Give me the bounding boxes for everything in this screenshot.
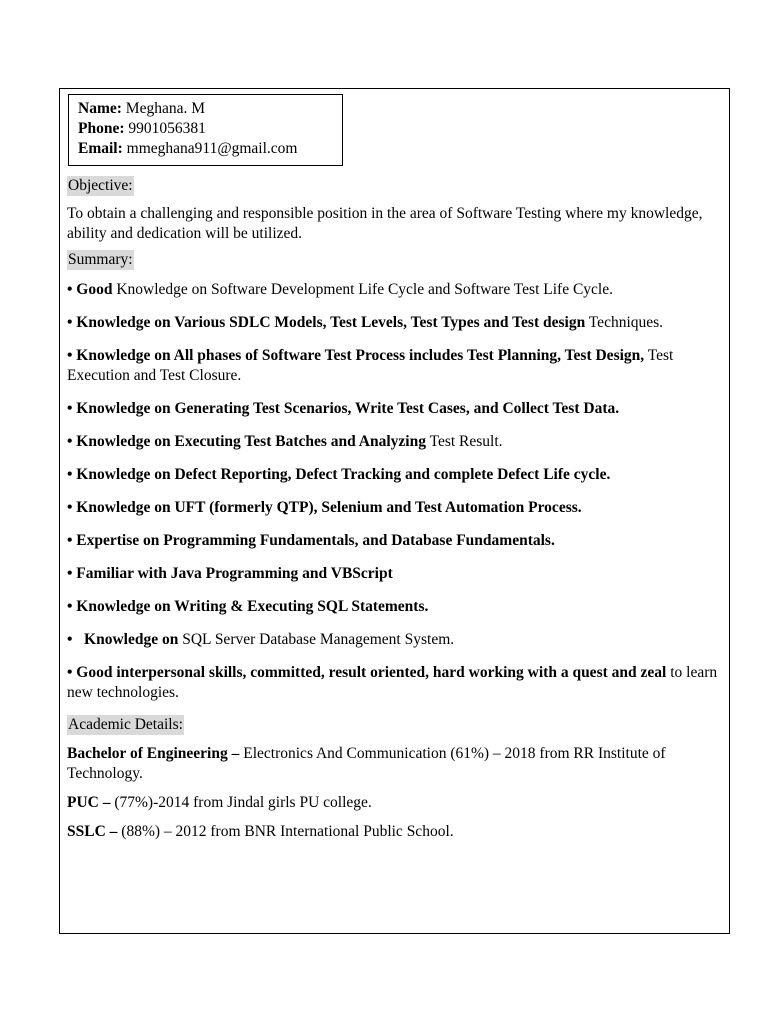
summary-item bbox=[67, 399, 727, 419]
academic-detail: (88%) – 2012 from BNR International Public School. bbox=[117, 823, 454, 840]
resume-content bbox=[67, 176, 727, 851]
academic-degree: Bachelor of Engineering – bbox=[67, 745, 240, 762]
summary-item bbox=[67, 346, 727, 386]
academic-list bbox=[67, 744, 727, 842]
summary-section bbox=[67, 250, 727, 270]
summary-item-text: SQL Server Database Management System. bbox=[178, 631, 455, 648]
summary-item-bold: • Knowledge on bbox=[67, 631, 179, 648]
summary-item bbox=[67, 280, 727, 300]
academic-detail: (77%)-2014 from Jindal girls PU college. bbox=[110, 794, 372, 811]
summary-item-bold: • Familiar with Java Programming and VBScript bbox=[67, 565, 393, 582]
summary-item-bold: • Good bbox=[67, 281, 113, 298]
summary-item-bold: • Knowledge on UFT (formerly QTP), Selenium and Test Automation Process. bbox=[67, 499, 582, 516]
summary-item bbox=[67, 498, 727, 518]
email-value: mmeghana911@gmail.com bbox=[122, 140, 298, 157]
summary-item bbox=[67, 564, 727, 584]
academic-degree: PUC – bbox=[67, 794, 111, 811]
contact-phone-line bbox=[78, 119, 342, 139]
summary-item-text: to learn new technologies. bbox=[67, 664, 718, 701]
email-label: Email: bbox=[78, 140, 123, 157]
academic-item bbox=[67, 744, 727, 784]
summary-item bbox=[67, 531, 727, 551]
academic-item bbox=[67, 822, 727, 842]
phone-label: Phone: bbox=[78, 120, 125, 137]
summary-item-bold: • Knowledge on Defect Reporting, Defect Tracking and complete Defect Life cycle. bbox=[67, 466, 611, 483]
summary-item bbox=[67, 630, 727, 650]
summary-item-bold: • Knowledge on Generating Test Scenarios, Write Test Cases, and Collect Test Data. bbox=[67, 400, 620, 417]
summary-item bbox=[67, 597, 727, 617]
summary-item-bold: • Good interpersonal skills, committed, result oriented, hard working with a quest and zeal bbox=[67, 664, 667, 681]
phone-value: 9901056381 bbox=[124, 120, 206, 137]
summary-item-bold: • Knowledge on Executing Test Batches and Analyzing bbox=[67, 433, 426, 450]
name-value: Meghana. M bbox=[121, 100, 205, 117]
objective-heading: Objective: bbox=[68, 177, 133, 194]
summary-item-text: Knowledge on Software Development Life Cycle and Software Test Life Cycle. bbox=[112, 281, 613, 298]
summary-item bbox=[67, 432, 727, 452]
academic-heading: Academic Details: bbox=[68, 716, 183, 733]
academic-section bbox=[67, 715, 727, 735]
name-label: Name: bbox=[78, 100, 122, 117]
contact-box bbox=[68, 94, 343, 166]
summary-item-text: Test Result. bbox=[425, 433, 503, 450]
summary-heading: Summary: bbox=[68, 251, 133, 268]
summary-item-text: Test Execution and Test Closure. bbox=[67, 347, 674, 384]
summary-item-bold: • Knowledge on Various SDLC Models, Test Levels, Test Types and Test design bbox=[67, 314, 586, 331]
contact-name-line bbox=[78, 99, 342, 119]
summary-item-bold: • Expertise on Programming Fundamentals, and Database Fundamentals. bbox=[67, 532, 555, 549]
summary-item bbox=[67, 663, 727, 703]
summary-item-bold: • Knowledge on Writing & Executing SQL Statements. bbox=[67, 598, 429, 615]
academic-item bbox=[67, 793, 727, 813]
summary-item bbox=[67, 313, 727, 333]
summary-item-bold: • Knowledge on All phases of Software Test Process includes Test Planning, Test Design, bbox=[67, 347, 645, 364]
summary-item-text: Techniques. bbox=[585, 314, 664, 331]
objective-text: To obtain a challenging and responsible position in the area of Software Testing where my knowledge, ability and dedication will be utilized. bbox=[67, 205, 703, 242]
contact-email-line bbox=[78, 139, 342, 159]
objective-section bbox=[67, 176, 727, 196]
academic-degree: SSLC – bbox=[67, 823, 118, 840]
summary-item bbox=[67, 465, 727, 485]
summary-list bbox=[67, 280, 727, 703]
academic-detail: Electronics And Communication (61%) – 2018 from RR Institute of Technology. bbox=[67, 745, 666, 782]
